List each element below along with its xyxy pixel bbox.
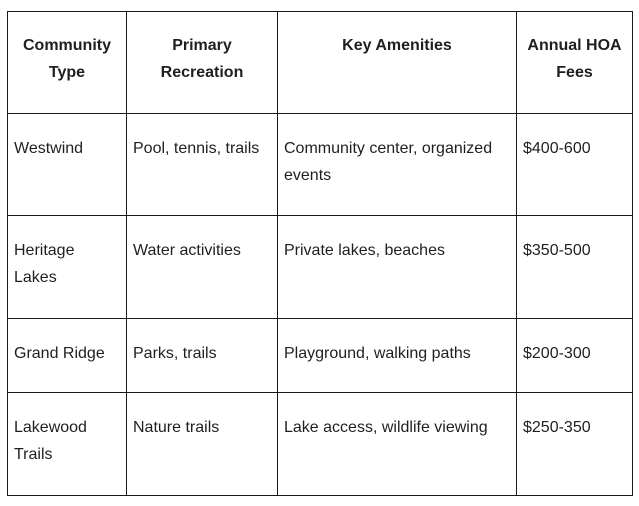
cell-community-type: Grand Ridge [8,319,127,393]
cell-primary-recreation: Nature trails [127,393,278,496]
cell-key-amenities: Playground, walking paths [278,319,517,393]
cell-annual-hoa-fees: $250-350 [517,393,633,496]
hoa-comparison-table [7,11,633,496]
cell-primary-recreation: Water activities [127,216,278,319]
cell-annual-hoa-fees: $200-300 [517,319,633,393]
cell-primary-recreation: Pool, tennis, trails [127,114,278,216]
cell-community-type: Heritage Lakes [8,216,127,319]
header-annual-hoa-fees: Annual HOA Fees [517,12,633,114]
table-row [8,114,633,216]
header-community-type: Community Type [8,12,127,114]
header-row [8,12,633,114]
cell-community-type: Lakewood Trails [8,393,127,496]
cell-annual-hoa-fees: $350-500 [517,216,633,319]
table-header [8,12,633,114]
cell-key-amenities: Community center, organized events [278,114,517,216]
table-row [8,393,633,496]
header-key-amenities: Key Amenities [278,12,517,114]
header-primary-recreation: Primary Recreation [127,12,278,114]
cell-key-amenities: Lake access, wildlife viewing [278,393,517,496]
table-body [8,114,633,496]
cell-primary-recreation: Parks, trails [127,319,278,393]
cell-annual-hoa-fees: $400-600 [517,114,633,216]
table-row [8,216,633,319]
cell-community-type: Westwind [8,114,127,216]
cell-key-amenities: Private lakes, beaches [278,216,517,319]
table-row [8,319,633,393]
